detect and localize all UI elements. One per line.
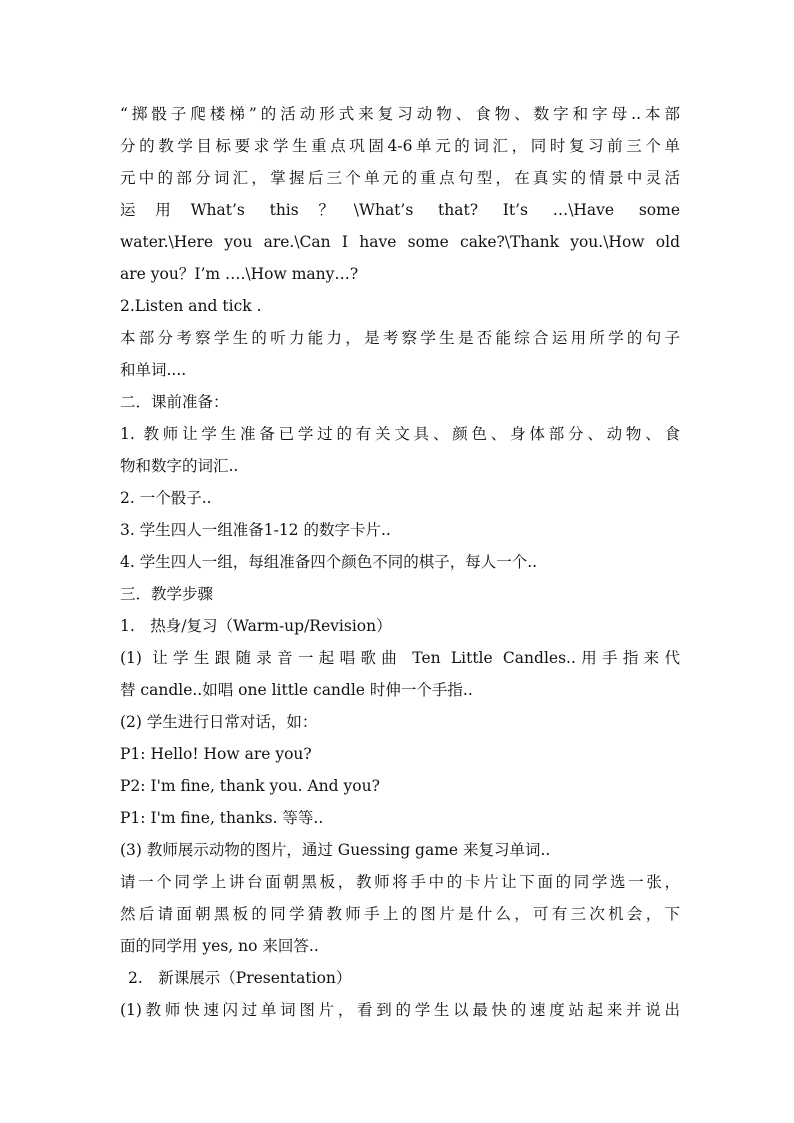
- text-line: 本部分考察学生的听力能力，是考察学生是否能综合运用所学的句子: [120, 329, 680, 347]
- section-heading: 三．教学步骤: [120, 585, 214, 603]
- text-line: “掷骰子爬楼梯”的活动形式来复习动物、食物、数字和字母..本部: [120, 105, 680, 123]
- subsection-heading: 1. 热身/复习（Warm-up/Revision）: [120, 617, 392, 635]
- text-line: 替 candle..如唱 one little candle 时伸一个手指..: [120, 681, 473, 699]
- list-item-continuation: 物和数字的词汇..: [120, 457, 239, 475]
- list-item: 1. 教师让学生准备已学过的有关文具、颜色、身体部分、动物、食: [120, 425, 680, 443]
- dialogue-line: P2: I'm fine, thank you. And you?: [120, 777, 380, 795]
- text-line: (1) 让学生跟随录音一起唱歌曲 Ten Little Candles..用手指来代: [120, 649, 680, 667]
- dialogue-line: P1: Hello! How are you?: [120, 745, 312, 763]
- list-item: 2. 一个骰子..: [120, 489, 212, 507]
- text-line: (2) 学生进行日常对话，如：: [120, 713, 318, 731]
- text-line: 然后请面朝黑板的同学猜教师手上的图片是什么，可有三次机会，下: [120, 905, 680, 923]
- text-line: (1)教师快速闪过单词图片，看到的学生以最快的速度站起来并说出: [120, 1001, 680, 1019]
- list-item: 3. 学生四人一组准备1-12 的数字卡片..: [120, 521, 391, 539]
- document-body: [120, 98, 680, 1026]
- text-line: 请一个同学上讲台面朝黑板，教师将手中的卡片让下面的同学选一张，: [120, 873, 680, 891]
- text-line: water.\Here you are.\Can I have some cake?\Thank you.\How old: [120, 233, 680, 251]
- list-item: 4. 学生四人一组，每组准备四个颜色不同的棋子，每人一个..: [120, 553, 538, 571]
- text-line: (3) 教师展示动物的图片，通过 Guessing game 来复习单词..: [120, 841, 551, 859]
- section-heading: 2.Listen and tick .: [120, 297, 262, 315]
- text-line: 面的同学用 yes, no 来回答..: [120, 937, 319, 955]
- text-line: 运用What’s this？\What’s that? It’s …\Have some: [120, 201, 680, 219]
- text-line: 分的教学目标要求学生重点巩固4-6单元的词汇，同时复习前三个单: [120, 137, 680, 155]
- section-heading: 二．课前准备：: [120, 393, 229, 411]
- subsection-heading: 2. 新课展示（Presentation）: [128, 969, 352, 987]
- text-line: 和单词....: [120, 361, 187, 379]
- text-line: are you？I’m ….\How many…?: [120, 265, 359, 283]
- text-line: 元中的部分词汇，掌握后三个单元的重点句型，在真实的情景中灵活: [120, 169, 680, 187]
- dialogue-line: P1: I'm fine, thanks. 等等..: [120, 809, 324, 827]
